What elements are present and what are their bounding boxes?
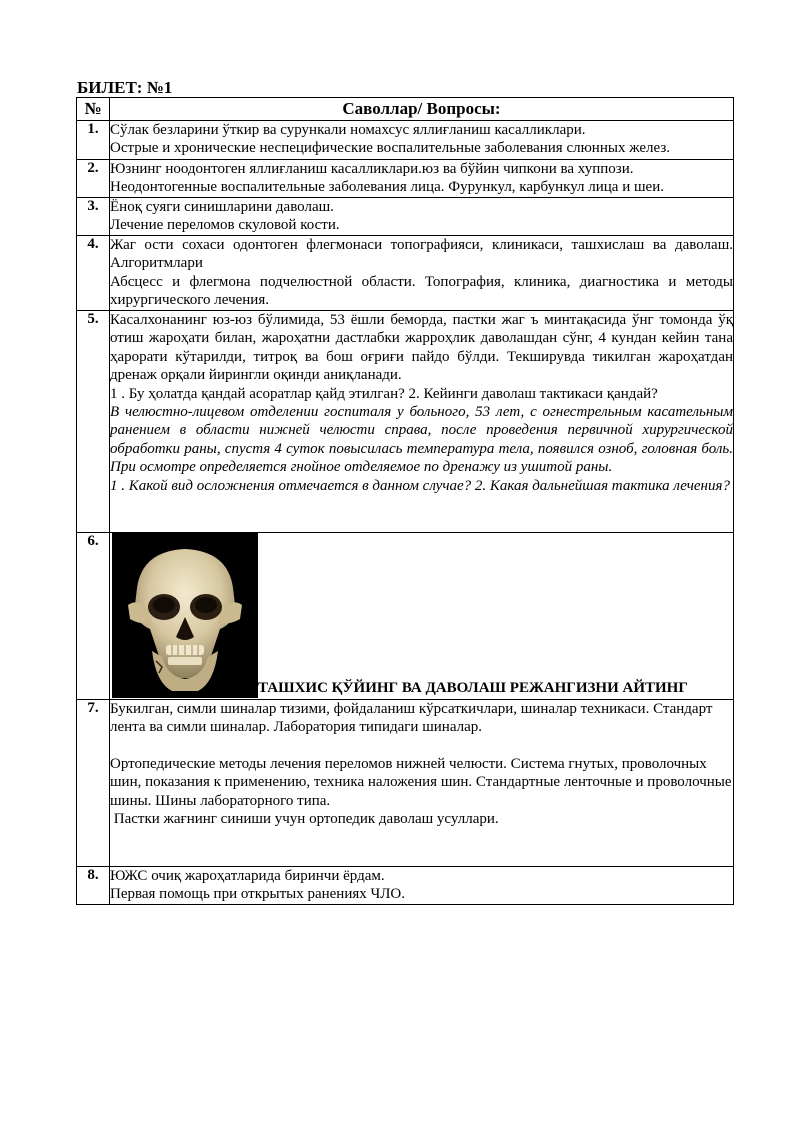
question-uz: Ёноқ суяги синишларини даволаш. (110, 199, 334, 215)
question-text (110, 121, 734, 160)
question-row-3 (77, 198, 734, 236)
question-uz: Юзнинг ноодонтоген яллиғланиш касалликлари.юз ва бўйин чипкони ва хуппози. (110, 161, 634, 177)
question-ru: Лечение переломов скуловой кости. (110, 217, 340, 234)
question-row-1 (77, 121, 734, 160)
question-row-6 (77, 533, 734, 700)
question-ru: Неодонтогенные воспалительные заболевания лица. Фурункул, карбункул лица и шеи. (110, 179, 664, 196)
question-text (110, 700, 734, 867)
question-row-4 (77, 236, 734, 311)
question-row-2 (77, 160, 734, 198)
question-number: 1. (77, 121, 110, 160)
case-questions-uz: 1 . Бу ҳолатда қандай асоратлар қайд этилган? 2. Кейинги даволаш тактикаси қандай? (110, 385, 658, 402)
table-header-row (77, 98, 734, 121)
question-uz: ЮЖС очиқ жароҳатларида биринчи ёрдам. (110, 868, 385, 884)
questions-table (76, 97, 734, 905)
skull-ct-image (112, 533, 258, 698)
question-row-8 (77, 867, 734, 905)
question-number: 5. (77, 311, 110, 533)
question-ru: Острые и хронические неспецифические воспалительные заболевания слюнных желез. (110, 140, 671, 157)
header-questions: Саволлар/ Вопросы: (110, 98, 734, 121)
question-image-cell (110, 533, 734, 700)
ticket-title: БИЛЕТ: №1 (77, 78, 173, 97)
diagnosis-caption: ТАШХИС ҚЎЙИНГ ВА ДАВОЛАШ РЕЖАНГИЗНИ АЙТИНГ (258, 679, 688, 696)
question-uz: Сўлак безларини ўткир ва сурункали номахсус яллиғланиш касалликлари. (110, 122, 586, 138)
question-ru: Первая помощь при открытых ранениях ЧЛО. (110, 886, 406, 903)
question-number: 4. (77, 236, 110, 311)
question-number: 2. (77, 160, 110, 198)
header-num: № (77, 98, 110, 121)
case-questions-ru: 1 . Какой вид осложнения отмечается в данном случае? 2. Какая дальнейшая тактика лечения? (110, 477, 730, 494)
question-row-5 (77, 311, 734, 533)
question-uz-2: Пастки жағнинг синиши учун ортопедик даволаш усуллари. (110, 811, 499, 828)
question-text (110, 311, 734, 533)
question-text (110, 236, 734, 311)
question-uz: Букилган, симли шиналар тизими, фойдаланиш кўрсаткичлари, шиналар техникаси. Стандарт лента ва симли шиналар. Лаборатория типидаги шиналар. (110, 701, 713, 736)
question-ru: Ортопедические методы лечения переломов нижней челюсти. Система гнутых, проволочных шин, показания к применению, техника наложения шин. Стандартные ленточные и проволочные шины. Шины лабораторного типа. (110, 755, 732, 809)
case-ru: В челюстно-лицевом отделении госпиталя у больного, 53 лет, с огнестрельным касательным ранением в области нижней челюсти справа, после проведения первичной хирургической обработки раны, спустя 4 суток повысилась температура тела, появился озноб, головная боль. При осмотре определяется гнойное отделяемое по дренажу из ушитой раны. (110, 404, 733, 476)
question-number: 6. (77, 533, 110, 700)
question-number: 8. (77, 867, 110, 905)
question-text (110, 160, 734, 198)
case-uz: Касалхонанинг юз-юз бўлимида, 53 ёшли беморда, пастки жаг ъ минтақасида ўнг томонда ўқ отиш жароҳати билан, жароҳатни дастлабки жарроҳлик даволашдан сўнг, 4 кундан кейин тана ҳарорати кўтарилди, титроқ ва бош оғриғи пайдо бўлди. Текширувда тикилган жароҳатдан дренаж орқали йирингли оқинди аниқланади. (110, 312, 733, 384)
question-number: 3. (77, 198, 110, 236)
question-ru: Абсцесс и флегмона подчелюстной области. Топография, клиника, диагностика и методы хирургического лечения. (110, 273, 733, 309)
question-text (110, 867, 734, 905)
question-text (110, 198, 734, 236)
question-row-7 (77, 700, 734, 867)
question-uz: Жаг ости сохаси одонтоген флегмонаси топографияси, клиникаси, ташхислаш ва даволаш. Алгоритмлари (110, 237, 733, 272)
question-number: 7. (77, 700, 110, 867)
